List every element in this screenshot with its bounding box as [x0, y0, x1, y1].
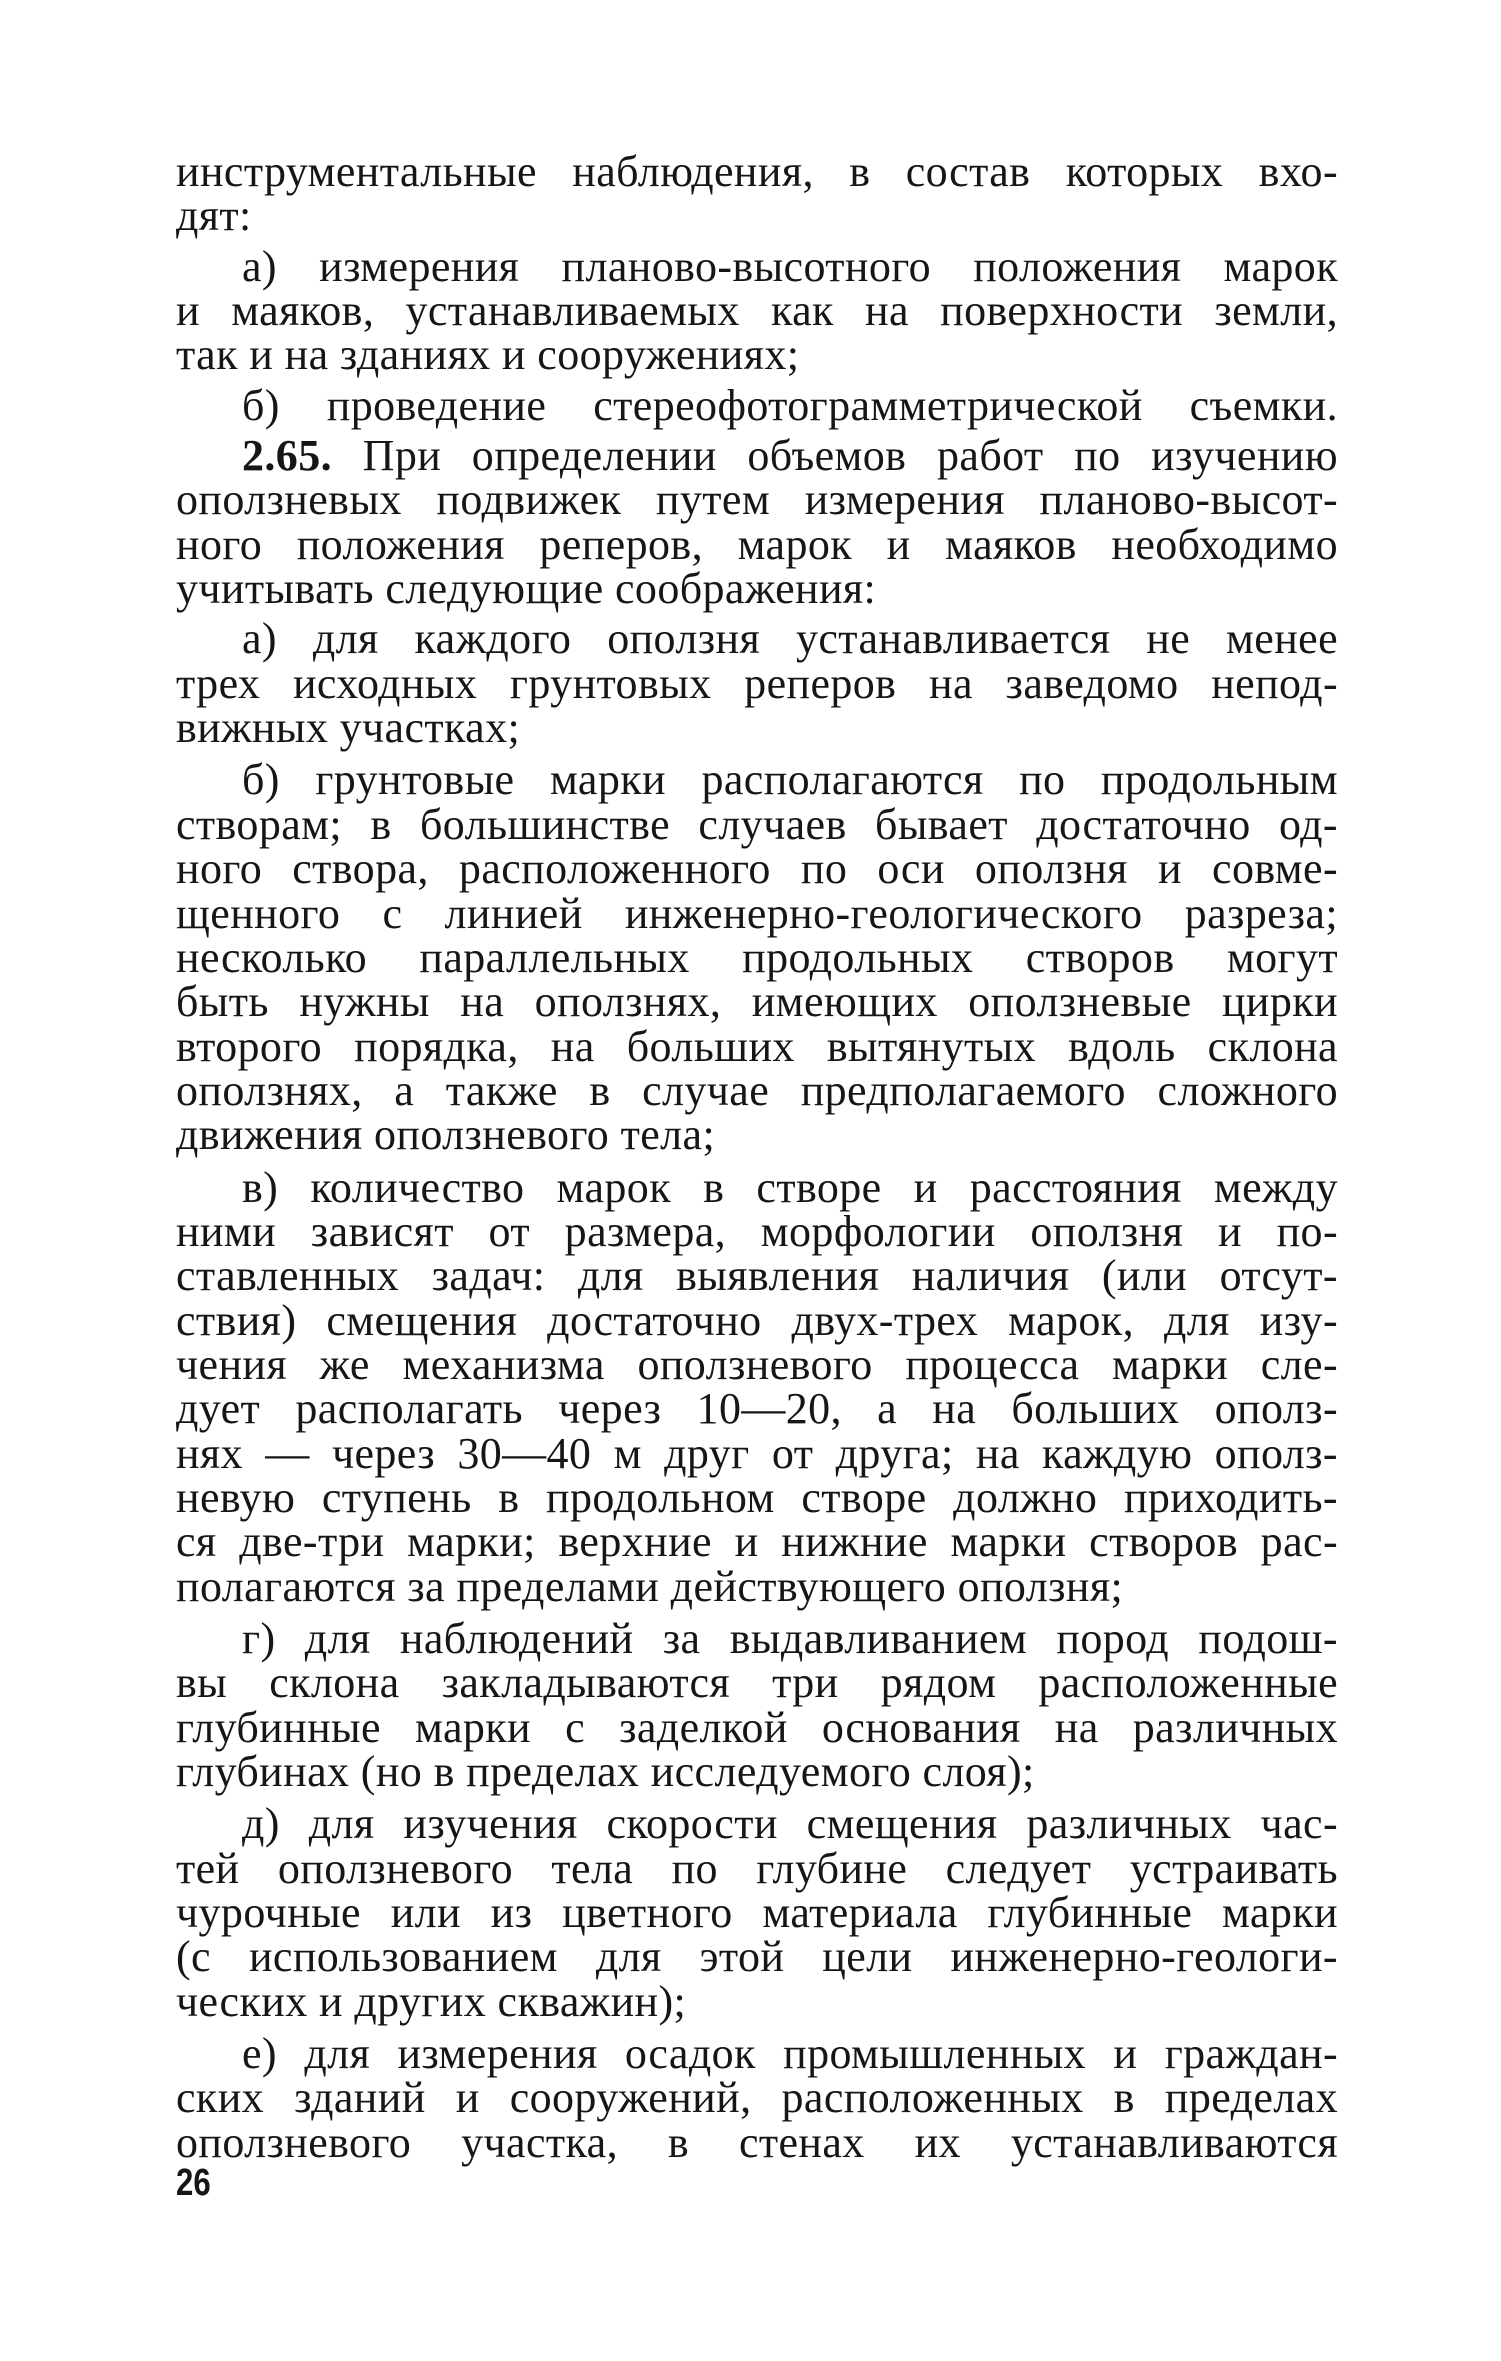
- text-line: б) проведение стереофотограмметрической съемки.: [242, 380, 1338, 430]
- text-line: ских зданий и сооружений, расположенных в пределах: [176, 2073, 1338, 2123]
- text-line: трех исходных грунтовых реперов на заведомо непод-: [176, 658, 1338, 708]
- text-line: оползневых подвижек путем измерения планово-высот-: [176, 475, 1338, 525]
- text-line: ставленных задач: для выявления наличия (или отсут-: [176, 1251, 1338, 1301]
- text-line: ствия) смещения достаточно двух-трех марок, для изу-: [176, 1295, 1338, 1345]
- text-line: оползнях, а также в случае предполагаемого сложного: [176, 1065, 1338, 1115]
- text-line: дует располагать через 10—20, а на больших ополз-: [176, 1384, 1338, 1434]
- text-line: е) для измерения осадок промышленных и граждан-: [242, 2029, 1338, 2079]
- page-body: [176, 147, 1338, 2167]
- text-line: а) для каждого оползня устанавливается не менее: [242, 614, 1338, 664]
- text-line: ся две-три марки; верхние и нижние марки створов рас-: [176, 1517, 1338, 1567]
- text-line: инструментальные наблюдения, в состав которых вхо-: [176, 147, 1338, 196]
- section-number: 2.65.: [242, 431, 332, 481]
- text-line: несколько параллельных продольных створов могут: [176, 932, 1338, 982]
- text-line: ческих и других скважин);: [176, 1976, 687, 2026]
- text-line: в) количество марок в створе и расстояния между: [242, 1162, 1338, 1212]
- text-line: движения оползневого тела;: [176, 1110, 716, 1160]
- text-line: и маяков, устанавливаемых как на поверхности земли,: [176, 286, 1338, 336]
- text-line: г) для наблюдений за выдавливанием пород подош-: [242, 1614, 1338, 1663]
- text-line: учитывать следующие соображения:: [176, 564, 877, 614]
- text-line: нях — через 30—40 м друг от друга; на каждую ополз-: [176, 1428, 1338, 1478]
- text-line: чурочные или из цветного материала глубинные марки: [176, 1888, 1338, 1938]
- text-line: так и на зданиях и сооружениях;: [176, 330, 800, 380]
- text-line: дят:: [176, 191, 252, 241]
- text-line: ними зависят от размера, морфологии оползня и по-: [176, 1206, 1338, 1256]
- text-line: ного положения реперов, марок и маяков необходимо: [176, 519, 1338, 569]
- text-line: чения же механизма оползневого процесса марки сле-: [176, 1339, 1338, 1389]
- text-line: глубинах (но в пределах исследуемого слоя);: [176, 1747, 1035, 1797]
- text-line: второго порядка, на больших вытянутых вдоль склона: [176, 1021, 1338, 1071]
- text-line: а) измерения планово-высотного положения марок: [242, 241, 1338, 291]
- text-line: оползневого участка, в стенах их устанавливаются: [176, 2117, 1338, 2167]
- text-line: тей оползневого тела по глубине следует устраивать: [176, 1843, 1338, 1893]
- text-line: б) грунтовые марки располагаются по продольным: [242, 755, 1338, 805]
- text-line: невую ступень в продольном створе должно приходить-: [176, 1472, 1338, 1522]
- text-line: вы склона закладываются три рядом расположенные: [176, 1658, 1338, 1708]
- text-line: щенного с линией инженерно-геологического разреза;: [176, 888, 1338, 938]
- text-line: (с использованием для этой цели инженерно-геологи-: [176, 1932, 1338, 1982]
- text-line: полагаются за пределами действующего оползня;: [176, 1561, 1124, 1611]
- text-line: глубинные марки с заделкой основания на различных: [176, 1702, 1338, 1752]
- text-line: створам; в большинстве случаев бывает достаточно од-: [176, 799, 1338, 849]
- section-heading-line: [176, 431, 1338, 481]
- text-line: вижных участках;: [176, 703, 521, 753]
- text-line: ного створа, расположенного по оси оползня и совме-: [176, 844, 1338, 894]
- text-line: быть нужны на оползнях, имеющих оползневые цирки: [176, 977, 1338, 1027]
- section-text: При определении объемов работ по изучению: [362, 431, 1338, 481]
- page-number: 26: [176, 2162, 211, 2204]
- text-line: д) для изучения скорости смещения различных час-: [242, 1799, 1338, 1849]
